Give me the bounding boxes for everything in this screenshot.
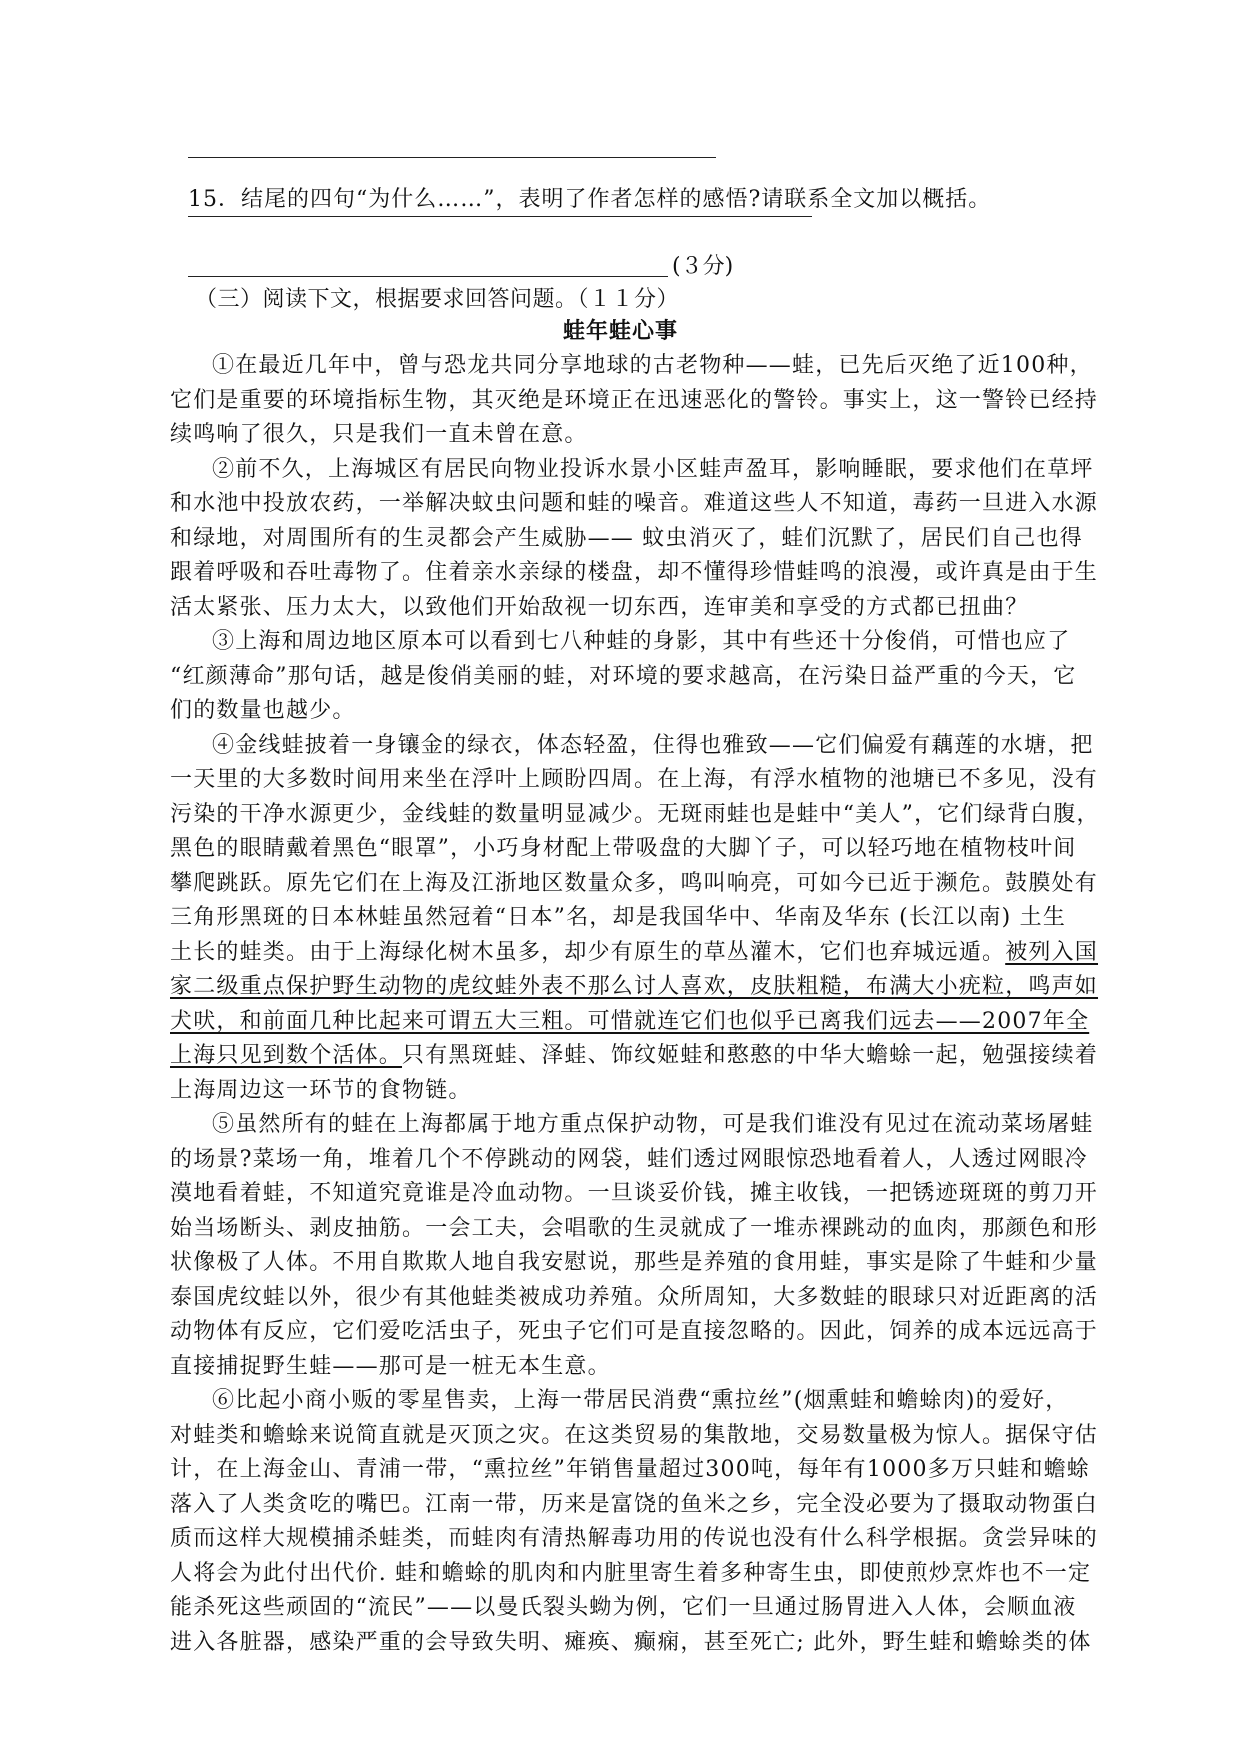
line-text: ⑤虽然所有的蛙在上海都属于地方重点保护动物，可是我们谁没有见过在流动菜场屠蛙 [212,1112,1094,1137]
line-text: 它们是重要的环境指标生物，其灭绝是环境正在迅速恶化的警铃。事实上，这一警铃已经持 [170,387,1099,413]
line-text: 质而这样大规模捕杀蛙类，而蛙肉有清热解毒功用的传说也没有什么科学根据。贪尝异味的 [170,1526,1099,1551]
article-line [170,694,1040,728]
article-line [170,1005,1090,1039]
article-line [170,1557,1092,1591]
question-15: 15．结尾的四句“为什么……”，表明了作者怎样的感悟?请联系全文加以概括。 [188,187,992,212]
article-line [170,487,1099,521]
article-line [170,418,1040,452]
line-text: 进入各脏器，感染严重的会导致失明、瘫痪、癫痫，甚至死亡; 此外，野生蛙和蟾蜍类的体 [170,1629,1092,1655]
answer-blank [188,276,668,277]
line-text: 始当场断头、剥皮抽筋。一会工夫，会唱歌的生灵就成了一堆赤裸跳动的血肉，那颜色和形 [170,1215,1099,1241]
article-line [170,936,1099,970]
line-text: 直接捕捉野生蛙——那可是一桩无本生意。 [170,1353,611,1379]
line-text: 黑色的眼睛戴着黑色“眼罩”，小巧身材配上带吸盘的大脚丫子，可以轻巧地在植物枝叶间 [170,836,1077,861]
article-line [170,1074,1040,1108]
line-text: 活太紧张、压力太大，以致他们开始敌视一切东西，连审美和享受的方式都已扭曲？ [170,594,1029,620]
article-line [170,384,1099,418]
section-heading: （三）阅读下文，根据要求回答问题。（１１分） [195,287,680,312]
line-text: 们的数量也越少。 [170,698,356,723]
line-text: 动物体有反应，它们爱吃活虫子，死虫子它们可是直接忽略的。因此，饲养的成本远远高于 [170,1319,1099,1344]
article-line [170,832,1077,866]
article-line [170,763,1099,797]
line-text: 状像极了人体。不用自欺欺人地自我安慰说，那些是养殖的食用蛙，事实是除了牛蛙和少量 [170,1250,1099,1275]
article-line [212,349,1093,383]
line-text: 人将会为此付出代价. 蛙和蟾蜍的肌肉和内脏里寄生着多种寄生虫，即使煎炒烹炸也不一定 [170,1560,1092,1586]
line-text: 和水池中投放农药，一举解决蚊虫问题和蛙的噪音。难道这些人不知道，毒药一旦进入水源 [170,491,1099,516]
line-text: 的场景?菜场一角，堆着几个不停跳动的网袋，蛙们透过网眼惊恐地看着人，人透过网眼冷 [170,1146,1088,1172]
line-text: 攀爬跳跃。原先它们在上海及江浙地区数量众多，鸣叫响亮，可如今已近于濒危。鼓膜处有 [170,870,1099,896]
article-line [170,1246,1099,1280]
line-text: ⑥比起小商小贩的零星售卖，上海一带居民消费“熏拉丝”(烟熏蛙和蟾蜍肉)的爱好， [212,1388,1069,1413]
article-line [170,556,1099,590]
article-line [170,1419,1099,1453]
underlined-text: 被列入国 [1005,939,1099,965]
article-line [212,1108,1094,1142]
article-line [170,1591,1077,1625]
line-text: 对蛙类和蟾蜍来说简直就是灭顶之灾。在这类贸易的集散地，交易数量极为惊人。据保守估 [170,1422,1099,1448]
article-line [170,970,1099,1004]
article-line [212,625,1082,659]
line-text: 土长的蛙类。由于上海绿化树木虽多，却少有原生的草丛灌木，它们也弃城远遁。 [170,939,1006,965]
line-text: 上海周边这一环节的食物链。 [170,1077,472,1103]
line-text: 漠地看着蛙，不知道究竟谁是冷血动物。一旦谈妥价钱，摊主收钱，一把锈迹斑斑的剪刀开 [170,1181,1099,1206]
article-line [170,1626,1092,1660]
line-text: 一天里的大多数时间用来坐在浮叶上顾盼四周。在上海，有浮水植物的池塘已不多见，没有 [170,767,1099,792]
answer-line-1 [188,216,812,217]
article-title: 蛙年蛙心事 [562,319,678,344]
article-line [170,1488,1099,1522]
article-line [170,1212,1099,1246]
line-text: 跟着呼吸和吞吐毒物了。住着亲水亲绿的楼盘，却不懂得珍惜蛙鸣的浪漫，或许真是由于生 [170,560,1099,585]
answer-line-top [188,157,716,158]
article-line [170,1281,1099,1315]
underlined-text: 犬吠，和前面几种比起来可谓五大三粗。可惜就连它们也似乎已离我们远去——2007年全 [170,1008,1090,1034]
article-line [170,901,1067,935]
underlined-text: 家二级重点保护野生动物的虎纹蛙外表不那么讨人喜欢，皮肤粗糙，布满大小疣粒，鸣声如 [170,974,1099,999]
article-line [170,591,1040,625]
line-text: 三角形黑斑的日本林蛙虽然冠着“日本”名，却是我国华中、华南及华东 (长江以南) 土生 [170,905,1067,930]
article-line [170,798,1100,832]
line-text: ③上海和周边地区原本可以看到七八种蛙的身影，其中有些还十分俊俏，可惜也应了 [212,629,1071,654]
article-line [212,1384,1082,1418]
article-line [170,1350,1040,1384]
article-line [170,1039,1099,1073]
line-text: 泰国虎纹蛙以外，很少有其他蛙类被成功养殖。众所周知，大多数蛙的眼球只对近距离的活 [170,1284,1099,1310]
line-text: “红颜薄命”那句话，越是俊俏美丽的蛙，对环境的要求越高，在污染日益严重的今天，它 [170,663,1077,689]
line-text: ①在最近几年中，曾与恐龙共同分享地球的古老物种——蛙，已先后灭绝了近100种， [212,353,1093,378]
article-line [170,1522,1099,1556]
question-score: (３分) [672,254,734,279]
line-text: 落入了人类贪吃的嘴巴。江南一带，历来是富饶的鱼米之乡，完全没必要为了摄取动物蛋白 [170,1491,1099,1517]
line-text: 污染的干净水源更少，金线蛙的数量明显减少。无斑雨蛙也是蛙中“美人”，它们绿背白腹， [170,801,1100,827]
article-line [170,522,1083,556]
line-text: 只有黑斑蛙、泽蛙、饰纹姬蛙和憨憨的中华大蟾蜍一起，勉强接续着 [402,1043,1099,1068]
article-line [212,453,1094,487]
line-text: 和绿地，对周围所有的生灵都会产生威胁—— 蚊虫消灭了，蛙们沉默了，居民们自己也得 [170,525,1083,551]
line-text: 计，在上海金山、青浦一带，“熏拉丝”年销售量超过300吨，每年有1000多万只蛙和蟾蜍 [170,1457,1091,1482]
article-line [170,1177,1099,1211]
article-line [170,660,1077,694]
article-line [170,1453,1091,1487]
line-text: 续鸣响了很久，只是我们一直未曾在意。 [170,422,588,447]
line-text: ④金线蛙披着一身镶金的绿衣，体态轻盈，住得也雅致——它们偏爱有藕莲的水塘，把 [212,732,1094,758]
article-line [170,867,1099,901]
line-text: ②前不久，上海城区有居民向物业投诉水景小区蛙声盈耳，影响睡眠，要求他们在草坪 [212,456,1094,482]
article-line [170,1315,1099,1349]
underlined-text: 上海只见到数个活体。 [170,1043,403,1068]
line-text: 能杀死这些顽固的“流民”——以曼氏裂头蚴为例，它们一旦通过肠胃进入人体，会顺血液 [170,1595,1077,1620]
article-line [170,1143,1088,1177]
article-line [212,729,1094,763]
